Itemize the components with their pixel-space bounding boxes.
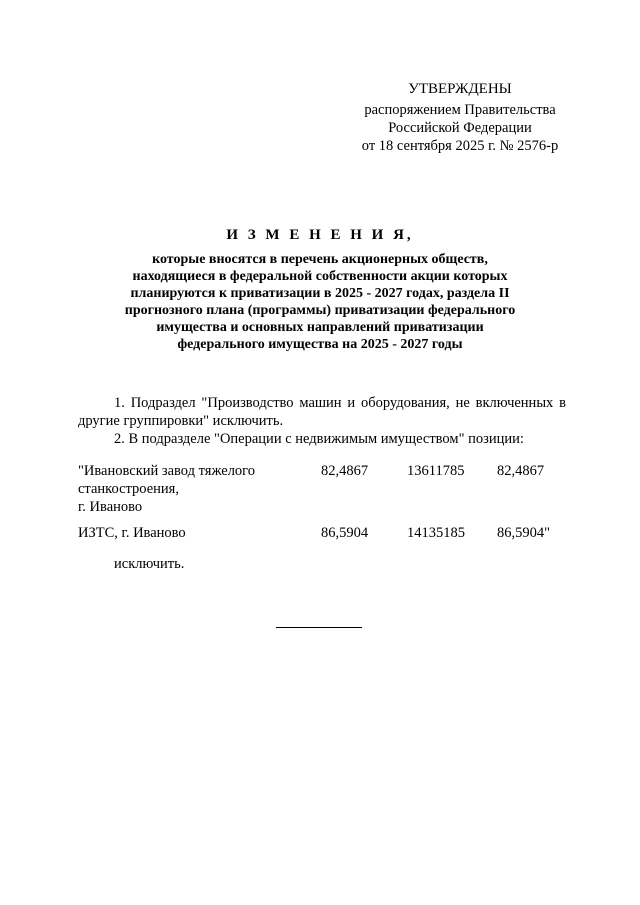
document-subtitle [80, 251, 560, 353]
row-value-2: 14135185 [407, 525, 465, 541]
document-body [78, 394, 566, 448]
closing-text: исключить. [114, 556, 185, 572]
approval-heading: УТВЕРЖДЕНЫ [408, 81, 512, 97]
document-title: И З М Е Н Е Н И Я, [226, 227, 414, 243]
approval-line-2: Российской Федерации [388, 120, 532, 136]
row-value-3: 82,4867 [497, 463, 545, 479]
document-title-block [80, 226, 560, 353]
paragraph-2: 2. В подразделе "Операции с недвижимым имуществом" позиции: [114, 431, 524, 447]
row-value-3: 86,5904" [497, 525, 551, 541]
row-name [78, 524, 293, 542]
subtitle-line-2: находящиеся в федеральной собственности акции которых [132, 269, 508, 284]
separator-line [276, 627, 362, 628]
row-name-line: "Ивановский завод тяжелого [78, 463, 256, 479]
row-name-line: ИЗТС, г. Иваново [78, 525, 186, 541]
subtitle-line-5: имущества и основных направлений приватизации [156, 320, 484, 335]
approval-block [340, 80, 580, 155]
subtitle-line-6: федерального имущества на 2025 - 2027 годы [177, 337, 463, 352]
subtitle-line-4: прогнозного плана (программы) приватизации федерального [124, 303, 516, 318]
row-value-1: 86,5904 [321, 525, 369, 541]
subtitle-line-3: планируются к приватизации в 2025 - 2027 годах, раздела II [130, 286, 510, 301]
paragraph-1: 1. Подраздел "Производство машин и оборудования, не включенных в другие группировки" исключить. [78, 395, 566, 429]
approval-line-3: от 18 сентября 2025 г. № 2576-р [361, 138, 559, 154]
row-name [78, 462, 293, 516]
row-name-line: станкостроения, [78, 481, 179, 497]
subtitle-line-1: которые вносятся в перечень акционерных обществ, [152, 252, 488, 267]
row-name-line: г. Иваново [78, 499, 143, 515]
row-value-2: 13611785 [407, 463, 465, 479]
approval-line-1: распоряжением Правительства [364, 102, 556, 118]
row-value-1: 82,4867 [321, 463, 369, 479]
